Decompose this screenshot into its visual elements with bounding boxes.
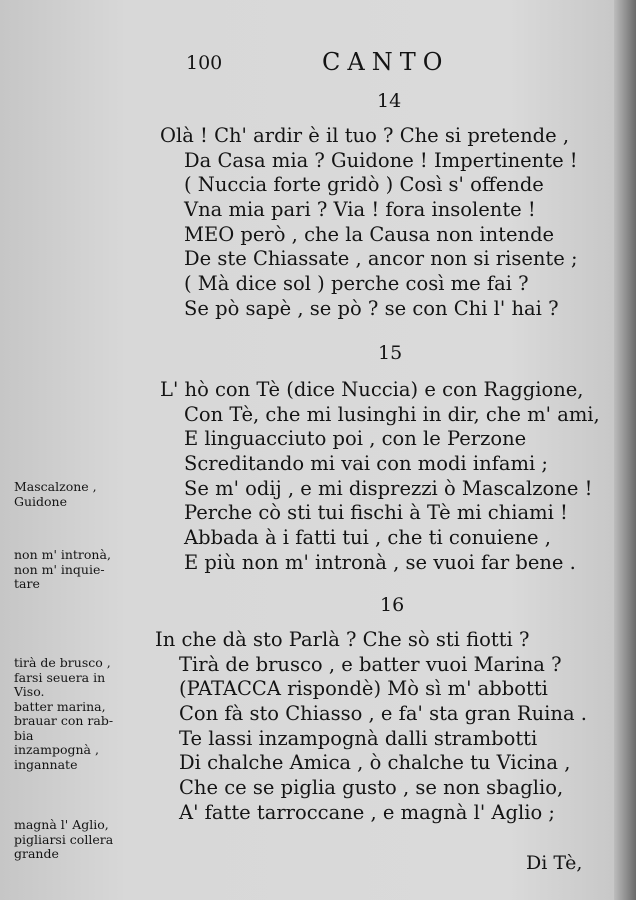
verse-line: Vna mia pari ? Via ! fora insolente ! (184, 198, 536, 222)
verse-line: ( Mà dice sol ) perche così me fai ? (184, 272, 529, 296)
margin-note-line: tirà de brusco , (14, 655, 111, 670)
margin-note-line: batter marina, (14, 698, 106, 714)
margin-note (14, 548, 154, 592)
margin-note-line: magnà l' Aglio, (14, 817, 109, 832)
margin-note-line: Guidone (14, 493, 68, 509)
margin-note-line: non m' inquie- (14, 561, 105, 577)
margin-note-line: farsi seuera in (14, 669, 106, 685)
margin-note-line: Mascalzone , (14, 479, 97, 494)
margin-note (14, 480, 154, 509)
margin-note-line: bia (14, 727, 34, 743)
verse-line: Con fà sto Chiasso , e fa' sta gran Ruina . (179, 702, 587, 726)
stanza-number: 16 (380, 594, 405, 616)
verse-line: Abbada à i fatti tui , che ti conuiene , (184, 526, 551, 550)
verse-line: Se pò sapè , se pò ? se con Chi l' hai ? (184, 296, 559, 320)
stanza-14 (160, 124, 630, 322)
verse-line: Se m' odij , e mi disprezzi ò Mascalzone ! (184, 476, 593, 500)
verse-line: MEO però , che la Causa non intende (184, 222, 555, 246)
margin-note-line: ingannate (14, 756, 78, 772)
page-number: 100 (186, 52, 223, 74)
verse-line: Con Tè, che mi lusinghi in dir, che m' ami, (184, 402, 600, 426)
stanza-16 (155, 628, 625, 826)
margin-note (14, 818, 154, 862)
stanza-number: 14 (377, 90, 402, 112)
margin-note-line: tare (14, 576, 40, 591)
verse-line: Te lassi inzampognà dalli strambotti (179, 726, 538, 750)
verse-line: ( Nuccia forte gridò ) Così s' offende (184, 173, 544, 197)
margin-note (14, 656, 154, 772)
verse-line: A' fatte tarroccane , e magnà l' Aglio ; (179, 800, 555, 824)
verse-line: Olà ! Ch' ardir è il tuo ? Che si pretende , (160, 124, 570, 147)
verse-line: De ste Chiassate , ancor non si risente ; (184, 247, 578, 271)
verse-line: Da Casa mia ? Guidone ! Impertinente ! (184, 148, 578, 172)
verse-line: Di chalche Amica , ò chalche tu Vicina , (179, 751, 571, 775)
margin-note-line: brauar con rab- (14, 713, 114, 728)
verse-line: E linguacciuto poi , con le Perzone (184, 427, 527, 451)
running-title: CANTO (322, 48, 450, 76)
stanza-number: 15 (378, 342, 403, 364)
catchword: Di Tè, (526, 852, 583, 874)
verse-line: In che dà sto Parlà ? Che sò sti fiotti ? (155, 628, 530, 651)
verse-line: L' hò con Tè (dice Nuccia) e con Raggione, (160, 378, 584, 401)
margin-note-line: non m' intronà, (14, 547, 111, 562)
margin-note-line: Viso. (14, 684, 45, 699)
margin-note-line: inzampognà , (14, 742, 99, 757)
verse-line: Perche cò sti tui fischi à Tè mi chiami ! (184, 501, 568, 525)
margin-note-line: pigliarsi collera (14, 831, 114, 847)
margin-note-line: grande (14, 846, 59, 861)
verse-line: Tirà de brusco , e batter vuoi Marina ? (179, 652, 562, 676)
verse-line: Screditando mi vai con modi infami ; (184, 452, 549, 476)
verse-line: E più non m' intronà , se vuoi far bene . (184, 550, 576, 574)
verse-line: (PATACCA rispondè) Mò sì m' abbotti (179, 677, 548, 701)
page-header (0, 48, 636, 78)
verse-line: Che ce se piglia gusto , se non sbaglio, (179, 776, 564, 800)
stanza-15 (160, 378, 630, 576)
